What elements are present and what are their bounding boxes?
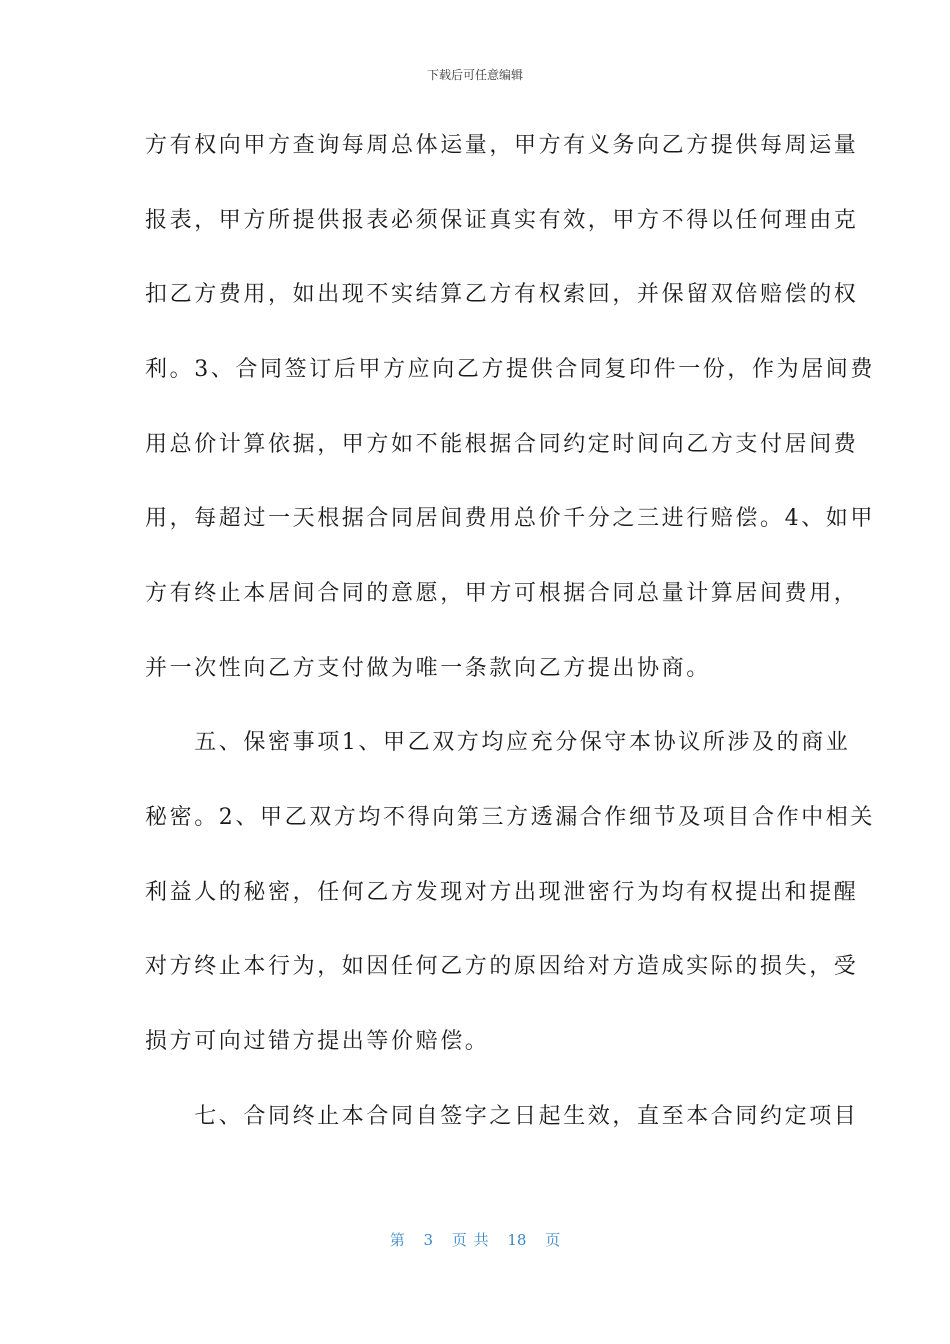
text-line: 方有权向甲方查询每周总体运量，甲方有义务向乙方提供每周运量 [145, 133, 859, 158]
header-note: 下载后可任意编辑 [426, 68, 523, 82]
text-line: 损方可向过错方提出等价赔偿。 [145, 1029, 490, 1054]
footer-suffix: 页 [545, 1231, 561, 1249]
paragraph-start-line: 五、保密事项1、甲乙双方均应充分保守本协议所涉及的商业 [145, 730, 851, 755]
text-line: 方有终止本居间合同的意愿，甲方可根据合同总量计算居间费用， [145, 581, 859, 606]
text-line: 用，每超过一天根据合同居间费用总价千分之三进行赔偿。4、如甲 [145, 506, 875, 531]
text-line: 扣乙方费用，如出现不实结算乙方有权索回，并保留双倍赔偿的权 [145, 282, 859, 307]
paragraph-start-line: 七、合同终止本合同自签字之日起生效，直至本合同约定项目 [145, 1104, 859, 1129]
current-page-number: 3 [423, 1231, 434, 1249]
text-line: 秘密。2、甲乙双方均不得向第三方透漏合作细节及项目合作中相关 [145, 805, 875, 830]
text-line: 利益人的秘密，任何乙方发现对方出现泄密行为均有权提出和提醒 [145, 880, 859, 905]
text-line: 利。3、合同签订后甲方应向乙方提供合同复印件一份，作为居间费 [145, 357, 875, 382]
footer-middle: 页 共 [451, 1231, 489, 1249]
text-line: 报表，甲方所提供报表必须保证真实有效，甲方不得以任何理由克 [145, 208, 859, 233]
total-page-count: 18 [507, 1231, 527, 1249]
text-line: 用总价计算依据，甲方如不能根据合同约定时间向乙方支付居间费 [145, 432, 859, 457]
page-number-footer [0, 1229, 950, 1250]
text-line: 并一次性向乙方支付做为唯一条款向乙方提出协商。 [145, 656, 711, 681]
footer-prefix: 第 [389, 1231, 405, 1249]
text-line: 对方终止本行为，如因任何乙方的原因给对方造成实际的损失，受 [145, 954, 859, 979]
